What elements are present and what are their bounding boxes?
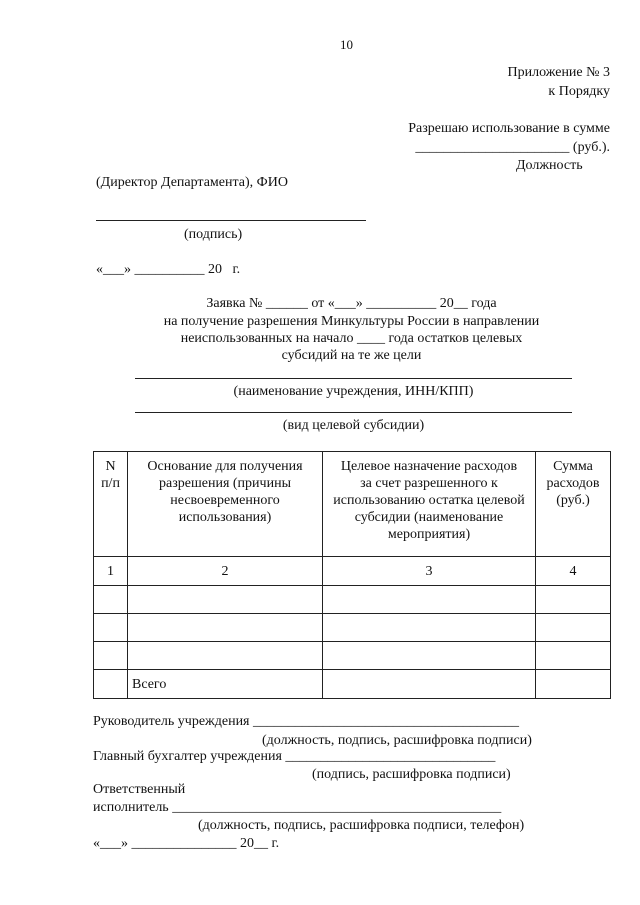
- column-number-3: 3: [323, 557, 536, 586]
- subsidy-line: [135, 412, 572, 413]
- table-cell: [323, 614, 536, 642]
- request-title-line-2: на получение разрешения Минкультуры России в направлении: [163, 314, 540, 329]
- director-label: (Директор Департамента), ФИО: [96, 175, 288, 190]
- responsible-label: Ответственный: [93, 782, 186, 797]
- request-title-line-4: субсидий на те же цели: [281, 348, 422, 363]
- header-reason: Основание для получения разрешения (причины несвоевременного использования): [128, 452, 323, 557]
- request-title-line-3: неиспользованных на начало ____ года остатков целевых: [180, 331, 523, 346]
- institution-line: [135, 378, 572, 379]
- responsible-signature-caption: (должность, подпись, расшифровка подписи, телефон): [198, 818, 525, 833]
- table-cell: [94, 642, 128, 670]
- table-row: [94, 614, 611, 642]
- head-signature-line: Руководитель учреждения ______________________________________: [93, 714, 519, 729]
- table-total-row: [94, 670, 611, 699]
- column-number-4: 4: [536, 557, 611, 586]
- head-signature-caption: (должность, подпись, расшифровка подписи): [262, 733, 532, 748]
- table-row: [94, 642, 611, 670]
- total-label: Всего: [128, 670, 323, 699]
- appendix-line-1: Приложение № 3: [507, 65, 610, 80]
- header-number: N п/п: [94, 452, 128, 557]
- header-purpose: Целевое назначение расходов за счет разрешенного к использованию остатка целевой субсидии (наименование мероприятия): [323, 452, 536, 557]
- approval-date-line: «___» __________ 20 г.: [96, 262, 241, 277]
- table-row: [94, 586, 611, 614]
- accountant-signature-caption: (подпись, расшифровка подписи): [312, 767, 511, 782]
- column-number-2: 2: [128, 557, 323, 586]
- responsible-signature-line: исполнитель _______________________________________________: [93, 800, 502, 815]
- table-cell: [128, 586, 323, 614]
- table-header-row: [94, 452, 611, 557]
- subsidy-caption: (вид целевой субсидии): [282, 418, 425, 433]
- table-cell: [536, 614, 611, 642]
- table-cell: [536, 642, 611, 670]
- column-number-1: 1: [94, 557, 128, 586]
- table-cell: [323, 670, 536, 699]
- request-table: [93, 451, 611, 699]
- approval-position: Должность: [516, 158, 583, 173]
- appendix-line-2: к Порядку: [548, 84, 610, 99]
- approval-sum-line: ______________________ (руб.).: [415, 140, 610, 155]
- table-cell: [536, 670, 611, 699]
- signature-caption: (подпись): [184, 227, 243, 242]
- footer-date-line: «___» _______________ 20__ г.: [93, 836, 280, 851]
- page-number: 10: [340, 37, 353, 52]
- institution-caption: (наименование учреждения, ИНН/КПП): [233, 384, 474, 399]
- signature-line: [96, 220, 366, 221]
- table-column-numbers-row: [94, 557, 611, 586]
- table-cell: [323, 642, 536, 670]
- request-title-line-1: Заявка № ______ от «___» __________ 20__ года: [206, 296, 497, 311]
- accountant-signature-line: Главный бухгалтер учреждения ______________________________: [93, 749, 496, 764]
- table-cell: [128, 642, 323, 670]
- table-cell: [94, 670, 128, 699]
- table-cell: [323, 586, 536, 614]
- approval-text: Разрешаю использование в сумме: [408, 121, 610, 136]
- table-cell: [536, 586, 611, 614]
- table-cell: [128, 614, 323, 642]
- header-amount: Сумма расходов (руб.): [536, 452, 611, 557]
- table-cell: [94, 614, 128, 642]
- table-cell: [94, 586, 128, 614]
